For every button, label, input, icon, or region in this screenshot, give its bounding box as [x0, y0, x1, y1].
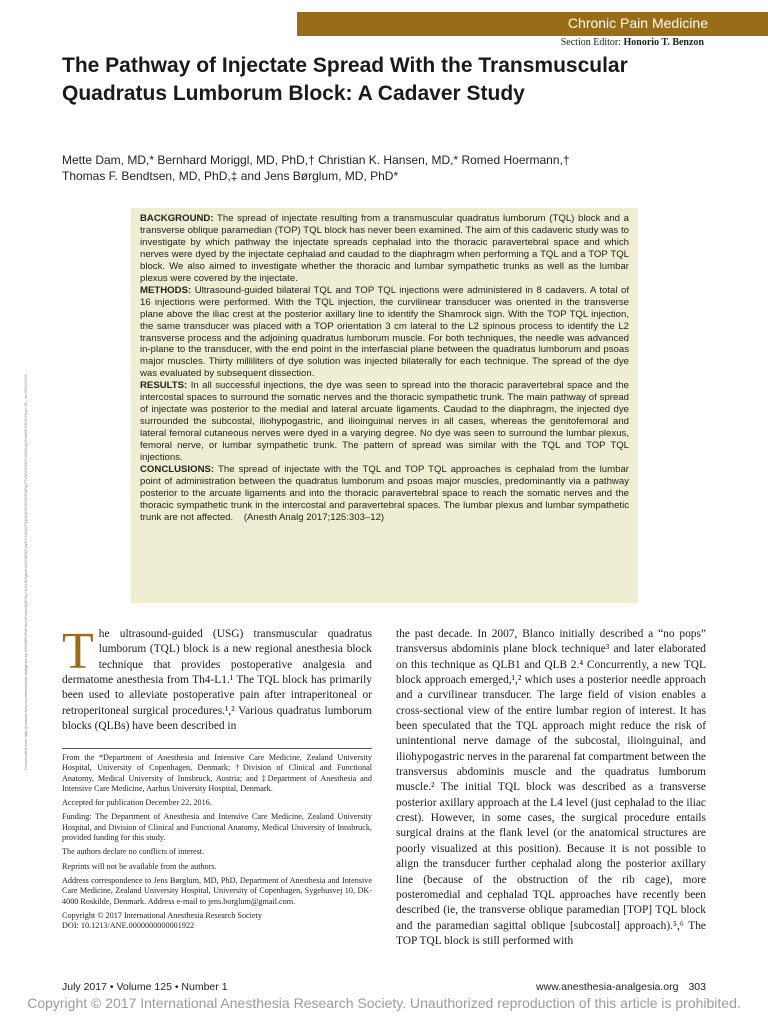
download-note: Downloaded from http://journals.lww.com/anesthesia-analgesia by BhDMf5ePHKav1zEoum1tQfN4a+kJLhEZgbsIHo4XMi0hCywCX1AWnYQp/IlQrHD3i3D0OdRyi7TvSFl4Cf3VC4/OAVpDDa8KKGKV0Ymy+78= on 09/11/2022 [23, 373, 28, 770]
section-banner [297, 12, 768, 36]
funding-note: Funding: The Department of Anesthesia and Intensive Care Medicine, Zealand University Hospital, and Division of Clinical and Functional Anatomy, Medical University of Innsbruck, provided funding for this study. [62, 812, 372, 843]
body-column-right [396, 627, 706, 949]
citation: (Anesth Analg 2017;125:303–12) [233, 511, 385, 523]
doi-line: DOI: 10.1213/ANE.0000000000001922 [62, 921, 195, 931]
abstract-results [140, 380, 629, 464]
affiliation-from: From the *Department of Anesthesia and Intensive Care Medicine, Zealand University Hospital, University of Copenhagen, Denmark; †Division of Clinical and Functional Anatomy, Medical University of Innsbruck, Austria; and ‡Department of Anesthesia and Intensive Care Medicine, Aarhus University Hospital, Denmark. [62, 753, 372, 793]
section-editor-label: Section Editor: [560, 37, 624, 48]
conclusions-label: CONCLUSIONS: [140, 464, 215, 476]
authors-line-1: Mette Dam, MD,* Bernhard Moriggl, MD, PhD,† Christian K. Hansen, MD,* Romed Hoermann,† [62, 153, 570, 167]
methods-text: Ultrasound-guided bilateral TQL and TOP TQL injections were administered in 8 cadavers. A total of 16 injections were performed. With the TQL injection, the curvilinear transducer was oriented in the transverse plane above the iliac crest at the posterior axillary line to identify the Shamrock sign. With the TOP TQL injection, the same transducer was placed with a TOP orientation 3 cm lateral to the L2 spinous process to identify the L2 transverse process and the adjoining quadratus lumborum muscle. For both techniques, the needle was advanced in-plane to the transducer, with the end point in the interfascial plane between the quadratus lumborum and psoas major muscles. Thirty milliliters of dye solution was injected bilaterally for each technique. The spread of the dye was evaluated by subsequent dissection. [140, 284, 629, 380]
body-column-left [62, 623, 372, 734]
results-label: RESULTS: [140, 380, 188, 392]
intro-paragraph: he ultrasound-guided (USG) transmuscular quadratus lumborum (TQL) block is a new regional anesthesia block technique that provides postoperative analgesia and dermatome anesthesia from Th4-L1.¹ The TQL block has primarily been used to alleviate postoperative pain after intraperitoneal or retroperitoneal surgical procedures.¹,² Various quadratus lumborum blocks (QLBs) have been described in [62, 628, 372, 733]
drop-cap: T [62, 623, 94, 680]
page-number: 303 [688, 981, 706, 993]
background-label: BACKGROUND: [140, 213, 214, 224]
methods-label: METHODS: [140, 284, 192, 296]
section-editor-name: Honorio T. Benzon [623, 37, 704, 48]
section-title: Chronic Pain Medicine [567, 15, 708, 31]
abstract-conclusions [140, 464, 629, 524]
conflicts-note: The authors declare no conflicts of interest. [62, 847, 205, 857]
journal-url[interactable]: www.anesthesia-analgesia.org [536, 981, 679, 993]
author-list [62, 152, 702, 184]
correspondence-note: Address correspondence to Jens Børglum, MD, PhD, Department of Anesthesia and Intensive Care Medicine, Zealand University Hospital, University of Copenhagen, Sygehusvej 10, DK-4000 Roskilde, Denmark. Address e-mail to jens.borglum@gmail.com. [62, 875, 372, 906]
abstract-methods [140, 285, 629, 381]
abstract-background [140, 213, 629, 285]
accepted-date: Accepted for publication December 22, 2016. [62, 798, 212, 808]
reprints-note: Reprints will not be available from the authors. [62, 861, 217, 871]
affiliations [62, 753, 372, 935]
authors-line-2: Thomas F. Bendtsen, MD, PhD,‡ and Jens Børglum, MD, PhD* [62, 169, 399, 183]
section-editor [561, 37, 704, 48]
article-title: The Pathway of Injectate Spread With the Transmuscular Quadratus Lumborum Block: A Cadaver Study [62, 54, 628, 105]
background-text: The spread of injectate resulting from a transmuscular quadratus lumborum (TQL) block and a transverse oblique paramedian (TOP) TQL block has never been examined. The aim of this cadaveric study was to investigate by which pathway the injectate spreads cephalad into the thoracic paravertebral space and which nerves were dyed by the injectate cephalad and caudad to the diaphragm when performing a TQL and a TOP TQL block. We also aimed to investigate whether the thoracic and lumbar sympathetic trunks as well as the lumbar plexus were covered by the injectate. [140, 213, 629, 284]
copyright-notice: Copyright © 2017 International Anesthesia Research Society. Unauthorized reproduction of this article is prohibited. [27, 995, 741, 1011]
issue-info: July 2017 • Volume 125 • Number 1 [62, 981, 228, 993]
footnote-divider [62, 748, 372, 749]
results-text: In all successful injections, the dye was seen to spread into the thoracic paravertebral space and the intercostal spaces to surround the somatic nerves and the thoracic sympathetic trunk. The main pathway of spread of injectate was posterior to the medial and lateral arcuate ligaments. Caudad to the diaphragm, the injected dye surrounded the subcostal, iliohypogastric, and ilioinguinal nerves in all cases, whereas the genitofemoral and lateral femoral cutaneous nerves were dyed in a varying degree. No dye was seen to surround the lumbar plexus, femoral nerve, or lumbar sympathetic trunk. The pattern of spread was similar with the TQL and TOP TQL injections. [140, 380, 629, 464]
footer-right [536, 981, 706, 993]
copyright-line: Copyright © 2017 International Anesthesia Research Society [62, 910, 262, 920]
conclusions-text: The spread of injectate with the TQL and TOP TQL approaches is cephalad from the lumbar point of administration between the quadratus lumborum and psoas major muscles, predominantly via a pathway posterior to the arcuate ligaments and into the thoracic paravertebral space to reach the somatic nerves and the thoracic sympathetic trunk in the intercostal and paravertebral spaces. The lumbar plexus and lumbar sympathetic trunk are not affected. [140, 464, 629, 523]
intro-continuation: the past decade. In 2007, Blanco initially described a “no pops” transversus abdominis plane block technique³ and later elaborated on this technique as QLB1 and QLB 2.⁴ Concurrently, a new TQL block approach emerged,¹,² which uses a posterior needle approach and a curvilinear transducer. The large field of vision enables a cross-sectional view of the entire lumbar region of interest. It has been speculated that the TQL approach might reduce the risk of unintentional nerve damage of the subcostal, ilioinguinal, and iliohypogastric nerves in the pararenal fat compartment between the transversus abdominis muscle and the quadratus lumborum muscle.² The initial TQL block was described as a transverse posterior axillary approach at the L4 level (just cephalad to the iliac crest). However, in some cases, the surgical procedure entails surgical drains at the flank level (or the anatomical structures are poorly visualized at this position). Because it is not possible to align the transducer further cephalad along the posterior axillary line (because of the obstruction of the rib cage), more posteromedial and cephalad TQL approaches have recently been described (ie, the transverse oblique paramedian [TOP] TQL block and the paramedian sagittal oblique [subcostal] approach).⁵,⁶ The TOP TQL block is still performed with [396, 628, 706, 947]
abstract-box [131, 208, 638, 603]
